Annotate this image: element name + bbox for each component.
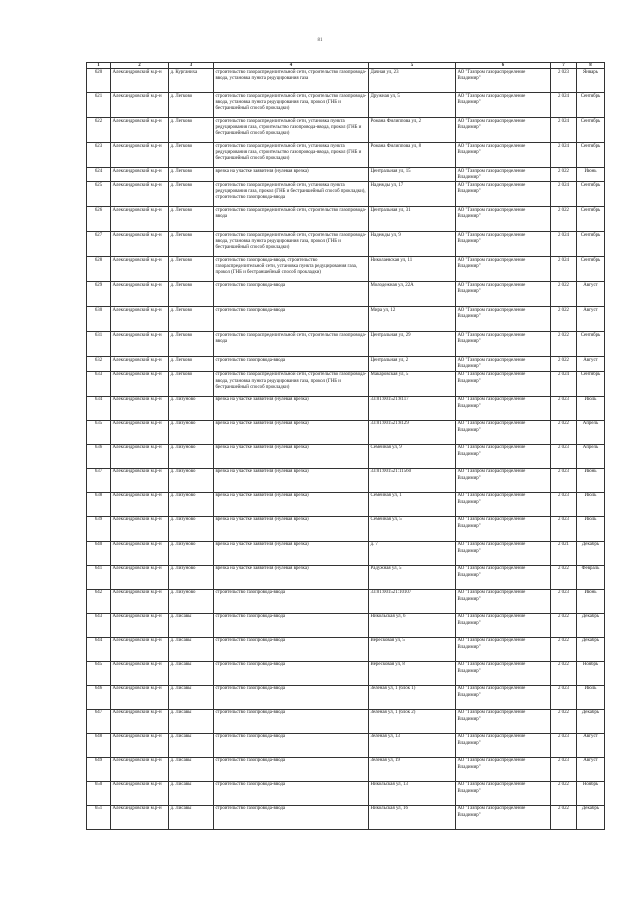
organization-cell: АО "Газпром газораспределение Владимир" xyxy=(456,685,551,709)
month-cell: Декабрь xyxy=(577,637,605,661)
address-cell: Мира ул, 12 xyxy=(369,307,456,332)
organization-cell: АО "Газпром газораспределение Владимир" xyxy=(456,143,551,168)
month-cell: Сентябрь xyxy=(577,207,605,232)
locality-cell: д. Легково xyxy=(169,307,214,332)
organization-cell: АО "Газпром газораспределение Владимир" xyxy=(456,613,551,637)
district-cell: Александровский м.р-н xyxy=(111,420,169,444)
district-cell: Александровский м.р-н xyxy=(111,781,169,805)
organization-cell: АО "Газпром газораспределение Владимир" xyxy=(456,232,551,257)
row-number: 624 xyxy=(87,168,111,182)
organization-cell: АО "Газпром газораспределение Владимир" xyxy=(456,257,551,282)
month-cell: Июль xyxy=(577,685,605,709)
row-number: 627 xyxy=(87,232,111,257)
work-type-cell: строительство газопровода-ввода xyxy=(214,282,369,307)
district-cell: Александровский м.р-н xyxy=(111,757,169,781)
year-cell: 2 024 xyxy=(551,93,577,118)
district-cell: Александровский м.р-н xyxy=(111,396,169,420)
work-type-cell: строительство газопровода-ввода xyxy=(214,709,369,733)
row-number: 632 xyxy=(87,357,111,371)
organization-cell: АО "Газпром газораспределение Владимир" xyxy=(456,541,551,565)
work-type-cell: строительство газопровода-ввода xyxy=(214,637,369,661)
year-cell: 2 023 xyxy=(551,492,577,516)
locality-cell: д. Лизуново xyxy=(169,396,214,420)
year-cell: 2 022 xyxy=(551,637,577,661)
gasification-table xyxy=(86,62,605,830)
table-row xyxy=(87,805,605,829)
address-cell: Зеленая ул, 1 (блок 1) xyxy=(369,685,456,709)
work-type-cell: врезка на участке заявителя (нулевая врезка) xyxy=(214,541,369,565)
district-cell: Александровский м.р-н xyxy=(111,468,169,492)
col-header: 2 xyxy=(111,63,169,69)
table-row xyxy=(87,332,605,357)
table-row xyxy=(87,541,605,565)
organization-cell: АО "Газпром газораспределение Владимир" xyxy=(456,371,551,396)
district-cell: Александровский м.р-н xyxy=(111,257,169,282)
district-cell: Александровский м.р-н xyxy=(111,332,169,357)
work-type-cell: врезка на участке заявителя (нулевая врезка) xyxy=(214,492,369,516)
col-header: 4 xyxy=(214,63,369,69)
locality-cell: д. Легково xyxy=(169,182,214,207)
organization-cell: АО "Газпром газораспределение Владимир" xyxy=(456,565,551,589)
month-cell: Август xyxy=(577,282,605,307)
row-number: 649 xyxy=(87,757,111,781)
row-number: 629 xyxy=(87,282,111,307)
locality-cell: д. Лизуново xyxy=(169,541,214,565)
year-cell: 2 022 xyxy=(551,282,577,307)
year-cell: 2 023 xyxy=(551,757,577,781)
col-header: 3 xyxy=(169,63,214,69)
month-cell: Сентябрь xyxy=(577,232,605,257)
row-number: 621 xyxy=(87,93,111,118)
district-cell: Александровский м.р-н xyxy=(111,492,169,516)
district-cell: Александровский м.р-н xyxy=(111,613,169,637)
address-cell: Центральная ул, 31 xyxy=(369,207,456,232)
table-row xyxy=(87,492,605,516)
organization-cell: АО "Газпром газораспределение Владимир" xyxy=(456,661,551,685)
col-header: 7 xyxy=(551,63,577,69)
organization-cell: АО "Газпром газораспределение Владимир" xyxy=(456,468,551,492)
year-cell: 2 023 xyxy=(551,589,577,613)
table-row xyxy=(87,357,605,371)
row-number: 622 xyxy=(87,118,111,143)
year-cell: 2 023 xyxy=(551,396,577,420)
table-row xyxy=(87,118,605,143)
month-cell: Декабрь xyxy=(577,805,605,829)
year-cell: 2 022 xyxy=(551,307,577,332)
work-type-cell: строительство газопровода-ввода xyxy=(214,307,369,332)
organization-cell: АО "Газпром газораспределение Владимир" xyxy=(456,589,551,613)
district-cell: Александровский м.р-н xyxy=(111,371,169,396)
year-cell: 2 024 xyxy=(551,232,577,257)
address-cell: Дачная ул, 23 xyxy=(369,69,456,93)
locality-cell: д. Лизуново xyxy=(169,444,214,468)
address-cell: 33:01:001521:11560 xyxy=(369,468,456,492)
locality-cell: д. Легково xyxy=(169,357,214,371)
locality-cell: д. Легково xyxy=(169,143,214,168)
address-cell: Никольская ул, 6 xyxy=(369,613,456,637)
work-type-cell: строительство газопровода-ввода xyxy=(214,757,369,781)
district-cell: Александровский м.р-н xyxy=(111,661,169,685)
year-cell: 2 024 xyxy=(551,257,577,282)
year-cell: 2 024 xyxy=(551,371,577,396)
address-cell: Николаевская ул, 11 xyxy=(369,257,456,282)
organization-cell: АО "Газпром газораспределение Владимир" xyxy=(456,357,551,371)
address-cell: Макаровская ул, 5 xyxy=(369,371,456,396)
address-cell: Семейная ул, 9 xyxy=(369,444,456,468)
address-cell: 33:01:001521:8129 xyxy=(369,420,456,444)
work-type-cell: строительство газопровода-ввода xyxy=(214,733,369,757)
locality-cell: д. Легково xyxy=(169,332,214,357)
work-type-cell: строительство газораспределительной сети, установка пункта редуцирования газа, строительство газопровода-ввода, прокол (ГНБ и бестраншейный способ прокладки) xyxy=(214,143,369,168)
month-cell: Август xyxy=(577,307,605,332)
locality-cell: д. Лисавы xyxy=(169,637,214,661)
row-number: 635 xyxy=(87,420,111,444)
month-cell: Апрель xyxy=(577,444,605,468)
month-cell: Ноябрь xyxy=(577,781,605,805)
table-row xyxy=(87,307,605,332)
col-header: 1 xyxy=(87,63,111,69)
organization-cell: АО "Газпром газораспределение Владимир" xyxy=(456,733,551,757)
address-cell: Вересковая ул, 8 xyxy=(369,661,456,685)
locality-cell: д. Лисавы xyxy=(169,613,214,637)
table-row xyxy=(87,468,605,492)
work-type-cell: строительство газораспределительной сети, строительство газопровода-ввода, установка пункта редуцирования газа, прокол (ГНБ и бестраншейный способ прокладки) xyxy=(214,371,369,396)
locality-cell: д. Легково xyxy=(169,282,214,307)
month-cell: Июль xyxy=(577,492,605,516)
year-cell: 2 022 xyxy=(551,168,577,182)
address-cell: Зеленая ул, 1 (блок 2) xyxy=(369,709,456,733)
table-row xyxy=(87,709,605,733)
work-type-cell: строительство газопровода-ввода xyxy=(214,589,369,613)
table-row xyxy=(87,257,605,282)
table-row xyxy=(87,232,605,257)
work-type-cell: строительство газопровода-ввода xyxy=(214,613,369,637)
year-cell: 2 022 xyxy=(551,781,577,805)
district-cell: Александровский м.р-н xyxy=(111,541,169,565)
work-type-cell: врезка на участке заявителя (нулевая врезка) xyxy=(214,396,369,420)
row-number: 623 xyxy=(87,143,111,168)
address-cell: Центральная ул, 29 xyxy=(369,332,456,357)
district-cell: Александровский м.р-н xyxy=(111,516,169,541)
organization-cell: АО "Газпром газораспределение Владимир" xyxy=(456,709,551,733)
year-cell: 2 022 xyxy=(551,357,577,371)
work-type-cell: врезка на участке заявителя (нулевая врезка) xyxy=(214,168,369,182)
address-cell: 33:01:001521:10107 xyxy=(369,589,456,613)
work-type-cell: строительство газораспределительной сети, строительство газопровода-ввода, установка пункта редуцирования газа, прокол (ГНБ и бестраншейный способ прокладки) xyxy=(214,93,369,118)
year-cell: 2 024 xyxy=(551,118,577,143)
organization-cell: АО "Газпром газораспределение Владимир" xyxy=(456,516,551,541)
locality-cell: д. Легково xyxy=(169,168,214,182)
work-type-cell: врезка на участке заявителя (нулевая врезка) xyxy=(214,468,369,492)
table-row xyxy=(87,637,605,661)
year-cell: 2 023 xyxy=(551,468,577,492)
table-row xyxy=(87,420,605,444)
district-cell: Александровский м.р-н xyxy=(111,182,169,207)
table-row xyxy=(87,282,605,307)
table-row xyxy=(87,613,605,637)
address-cell: Семейная ул, 5 xyxy=(369,516,456,541)
address-cell: Молодежная ул, 22А xyxy=(369,282,456,307)
locality-cell: д. Лизуново xyxy=(169,589,214,613)
month-cell: Июнь xyxy=(577,468,605,492)
work-type-cell: строительство газораспределительной сети, строительство газопровода-ввода, установка пункта редуцирования газа xyxy=(214,69,369,93)
table-row xyxy=(87,516,605,541)
row-number: 631 xyxy=(87,332,111,357)
locality-cell: д. Легково xyxy=(169,257,214,282)
district-cell: Александровский м.р-н xyxy=(111,118,169,143)
month-cell: Сентябрь xyxy=(577,257,605,282)
month-cell: Сентябрь xyxy=(577,332,605,357)
month-cell: Февраль xyxy=(577,565,605,589)
district-cell: Александровский м.р-н xyxy=(111,637,169,661)
table-row xyxy=(87,781,605,805)
district-cell: Александровский м.р-н xyxy=(111,93,169,118)
row-number: 642 xyxy=(87,589,111,613)
year-cell: 2 023 xyxy=(551,733,577,757)
locality-cell: д. Лисавы xyxy=(169,685,214,709)
locality-cell: д. Лисавы xyxy=(169,805,214,829)
locality-cell: д. Легково xyxy=(169,232,214,257)
organization-cell: АО "Газпром газораспределение Владимир" xyxy=(456,282,551,307)
address-cell: Никольская ул, 16 xyxy=(369,805,456,829)
locality-cell: д. Лизуново xyxy=(169,565,214,589)
locality-cell: д. Лисавы xyxy=(169,781,214,805)
district-cell: Александровский м.р-н xyxy=(111,444,169,468)
work-type-cell: строительство газораспределительной сети, строительство газопровода-ввода xyxy=(214,332,369,357)
row-number: 645 xyxy=(87,661,111,685)
col-header: 5 xyxy=(369,63,456,69)
work-type-cell: строительство газопровода-ввода xyxy=(214,357,369,371)
address-cell: Радужная ул, 5 xyxy=(369,565,456,589)
row-number: 634 xyxy=(87,396,111,420)
year-cell: 2 022 xyxy=(551,661,577,685)
locality-cell: д. Лизуново xyxy=(169,516,214,541)
table-row xyxy=(87,93,605,118)
table-row xyxy=(87,685,605,709)
work-type-cell: врезка на участке заявителя (нулевая врезка) xyxy=(214,516,369,541)
organization-cell: АО "Газпром газораспределение Владимир" xyxy=(456,118,551,143)
organization-cell: АО "Газпром газораспределение Владимир" xyxy=(456,637,551,661)
table-row xyxy=(87,444,605,468)
address-cell: Никольская ул, 13 xyxy=(369,781,456,805)
district-cell: Александровский м.р-н xyxy=(111,232,169,257)
row-number: 628 xyxy=(87,257,111,282)
row-number: 643 xyxy=(87,613,111,637)
row-number: 625 xyxy=(87,182,111,207)
organization-cell: АО "Газпром газораспределение Владимир" xyxy=(456,332,551,357)
organization-cell: АО "Газпром газораспределение Владимир" xyxy=(456,93,551,118)
locality-cell: д. Легково xyxy=(169,207,214,232)
organization-cell: АО "Газпром газораспределение Владимир" xyxy=(456,492,551,516)
locality-cell: д. Лисавы xyxy=(169,757,214,781)
organization-cell: АО "Газпром газораспределение Владимир" xyxy=(456,69,551,93)
address-cell: Дружная ул, 5 xyxy=(369,93,456,118)
row-number: 640 xyxy=(87,541,111,565)
district-cell: Александровский м.р-н xyxy=(111,282,169,307)
month-cell: Декабрь xyxy=(577,709,605,733)
row-number: 620 xyxy=(87,69,111,93)
district-cell: Александровский м.р-н xyxy=(111,307,169,332)
year-cell: 2 023 xyxy=(551,516,577,541)
locality-cell: д. Лизуново xyxy=(169,468,214,492)
locality-cell: д. Легково xyxy=(169,371,214,396)
district-cell: Александровский м.р-н xyxy=(111,357,169,371)
table-row xyxy=(87,733,605,757)
month-cell: Апрель xyxy=(577,420,605,444)
month-cell: Декабрь xyxy=(577,541,605,565)
row-number: 626 xyxy=(87,207,111,232)
row-number: 651 xyxy=(87,805,111,829)
address-cell: Надежды ул, 9 xyxy=(369,232,456,257)
row-number: 641 xyxy=(87,565,111,589)
month-cell: Ноябрь xyxy=(577,661,605,685)
year-cell: 2 022 xyxy=(551,613,577,637)
month-cell: Июль xyxy=(577,396,605,420)
row-number: 636 xyxy=(87,444,111,468)
row-number: 644 xyxy=(87,637,111,661)
month-cell: Август xyxy=(577,357,605,371)
organization-cell: АО "Газпром газораспределение Владимир" xyxy=(456,444,551,468)
work-type-cell: врезка на участке заявителя (нулевая врезка) xyxy=(214,444,369,468)
district-cell: Александровский м.р-н xyxy=(111,143,169,168)
work-type-cell: врезка на участке заявителя (нулевая врезка) xyxy=(214,565,369,589)
locality-cell: д. Курганиха xyxy=(169,69,214,93)
year-cell: 2 023 xyxy=(551,685,577,709)
address-cell: Романа Филиппова ул, 8 xyxy=(369,143,456,168)
table-row xyxy=(87,143,605,168)
district-cell: Александровский м.р-н xyxy=(111,69,169,93)
locality-cell: д. Легково xyxy=(169,93,214,118)
row-number: 633 xyxy=(87,371,111,396)
row-number: 650 xyxy=(87,781,111,805)
address-cell: Вересковая ул, 5 xyxy=(369,637,456,661)
year-cell: 2 022 xyxy=(551,207,577,232)
month-cell: Сентябрь xyxy=(577,143,605,168)
month-cell: Сентябрь xyxy=(577,93,605,118)
locality-cell: д. Лисавы xyxy=(169,733,214,757)
row-number: 630 xyxy=(87,307,111,332)
table-row xyxy=(87,589,605,613)
organization-cell: АО "Газпром газораспределение Владимир" xyxy=(456,396,551,420)
table-row xyxy=(87,69,605,93)
month-cell: Июнь xyxy=(577,589,605,613)
table-row xyxy=(87,168,605,182)
table-row xyxy=(87,207,605,232)
year-cell: 2 021 xyxy=(551,541,577,565)
month-cell: Январь xyxy=(577,69,605,93)
month-cell: Август xyxy=(577,733,605,757)
table-row xyxy=(87,396,605,420)
col-header: 6 xyxy=(456,63,551,69)
address-cell: 33:01:001521:8117 xyxy=(369,396,456,420)
month-cell: Сентябрь xyxy=(577,371,605,396)
table-row xyxy=(87,371,605,396)
district-cell: Александровский м.р-н xyxy=(111,805,169,829)
row-number: 646 xyxy=(87,685,111,709)
year-cell: 2 024 xyxy=(551,182,577,207)
district-cell: Александровский м.р-н xyxy=(111,709,169,733)
row-number: 648 xyxy=(87,733,111,757)
district-cell: Александровский м.р-н xyxy=(111,589,169,613)
year-cell: 2 022 xyxy=(551,709,577,733)
organization-cell: АО "Газпром газораспределение Владимир" xyxy=(456,757,551,781)
year-cell: 2 024 xyxy=(551,143,577,168)
address-cell: Романа Филиппова ул, 2 xyxy=(369,118,456,143)
page-number: 81 xyxy=(317,38,323,43)
address-cell: Зеленая ул, 19 xyxy=(369,757,456,781)
locality-cell: д. Легково xyxy=(169,118,214,143)
organization-cell: АО "Газпром газораспределение Владимир" xyxy=(456,307,551,332)
work-type-cell: строительство газораспределительной сети, установка пункта редуцирования газа, прокол (ГНБ и бестраншейный способ прокладки), строительство газопровода-ввода xyxy=(214,182,369,207)
year-cell: 2 022 xyxy=(551,332,577,357)
locality-cell: д. Лизуново xyxy=(169,492,214,516)
work-type-cell: врезка на участке заявителя (нулевая врезка) xyxy=(214,420,369,444)
month-cell: Июнь xyxy=(577,168,605,182)
col-header: 8 xyxy=(577,63,605,69)
work-type-cell: строительство газораспределительной сети, строительство газопровода-ввода, установка пункта редуцирования газа, прокол (ГНБ и бестраншейный способ прокладки) xyxy=(214,232,369,257)
row-number: 637 xyxy=(87,468,111,492)
month-cell: Декабрь xyxy=(577,613,605,637)
year-cell: 2 022 xyxy=(551,805,577,829)
year-cell: 2 022 xyxy=(551,420,577,444)
month-cell: Сентябрь xyxy=(577,118,605,143)
year-cell: 2 023 xyxy=(551,69,577,93)
row-number: 647 xyxy=(87,709,111,733)
locality-cell: д. Лисавы xyxy=(169,661,214,685)
district-cell: Александровский м.р-н xyxy=(111,207,169,232)
locality-cell: д. Лисавы xyxy=(169,709,214,733)
work-type-cell: строительство газопровода-ввода xyxy=(214,685,369,709)
locality-cell: д. Лизуново xyxy=(169,420,214,444)
address-cell: Центральная ул, 15 xyxy=(369,168,456,182)
organization-cell: АО "Газпром газораспределение Владимир" xyxy=(456,168,551,182)
work-type-cell: строительство газопровода-ввода xyxy=(214,661,369,685)
address-cell: Центральная ул, 2 xyxy=(369,357,456,371)
organization-cell: АО "Газпром газораспределение Владимир" xyxy=(456,420,551,444)
month-cell: Сентябрь xyxy=(577,182,605,207)
month-cell: Август xyxy=(577,757,605,781)
organization-cell: АО "Газпром газораспределение Владимир" xyxy=(456,207,551,232)
district-cell: Александровский м.р-н xyxy=(111,685,169,709)
address-cell: Семейная ул, 1 xyxy=(369,492,456,516)
table-row xyxy=(87,661,605,685)
district-cell: Александровский м.р-н xyxy=(111,565,169,589)
work-type-cell: строительство газопровода-ввода, строительство газораспределительной сети, установка пункта редуцирования газа, прокол (ГНБ и бестраншейный способ прокладки) xyxy=(214,257,369,282)
work-type-cell: строительство газораспределительной сети, строительство газопровода-ввода xyxy=(214,207,369,232)
table-row xyxy=(87,182,605,207)
organization-cell: АО "Газпром газораспределение Владимир" xyxy=(456,781,551,805)
work-type-cell: строительство газораспределительной сети, установка пункта редуцирования газа, строительство газопровода-ввода, прокол (ГНБ и бестраншейный способ прокладки) xyxy=(214,118,369,143)
address-cell: Надежды ул, 17 xyxy=(369,182,456,207)
work-type-cell: строительство газопровода-ввода xyxy=(214,781,369,805)
address-cell: Зеленая ул, 13 xyxy=(369,733,456,757)
table-row xyxy=(87,565,605,589)
row-number: 638 xyxy=(87,492,111,516)
organization-cell: АО "Газпром газораспределение Владимир" xyxy=(456,805,551,829)
table-row xyxy=(87,757,605,781)
work-type-cell: строительство газопровода-ввода xyxy=(214,805,369,829)
district-cell: Александровский м.р-н xyxy=(111,168,169,182)
organization-cell: АО "Газпром газораспределение Владимир" xyxy=(456,182,551,207)
year-cell: 2 022 xyxy=(551,565,577,589)
row-number: 639 xyxy=(87,516,111,541)
address-cell: д. 7 xyxy=(369,541,456,565)
month-cell: Июль xyxy=(577,516,605,541)
year-cell: 2 023 xyxy=(551,444,577,468)
district-cell: Александровский м.р-н xyxy=(111,733,169,757)
